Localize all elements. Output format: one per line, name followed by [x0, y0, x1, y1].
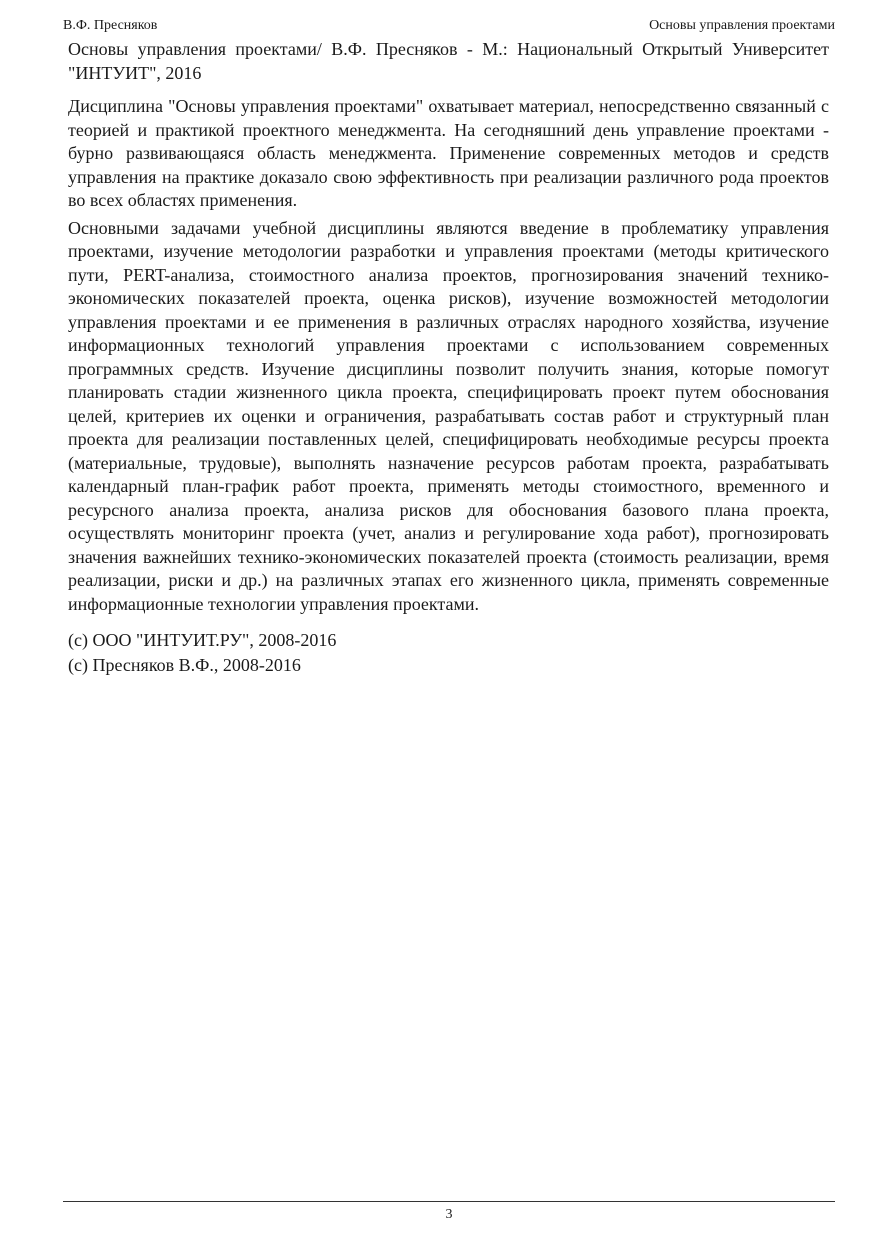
paragraph-objectives: Основными задачами учебной дисциплины являются введение в проблематику управления проектами, изучение методологии разработки и управления проектами (методы критического пути, PERT-анализа, стоимостного анализа проектов, прогнозирования значений технико-экономических показателей проекта, оценка рисков), изучение возможностей методологии управления проектами и ее применения в различных отраслях народного хозяйства, изучение информационных технологий управления проектами с использованием современных программных средств. Изучение дисциплины позволит получить знания, которые помогут планировать стадии жизненного цикла проекта, специфицировать проект путем обоснования целей, критериев их оценки и ограничения, разрабатывать состав работ и структурный план проекта для реализации поставленных целей, специфицировать необходимые ресурсы проекта (материальные, трудовые), выполнять назначение ресурсов работам проекта, разрабатывать календарный план-график работ проекта, применять методы стоимостного, временного и ресурсного анализа проекта, анализа рисков для обоснования базового плана проекта, осуществлять мониторинг проекта (учет, анализ и регулирование хода работ), прогнозировать значения важнейших технико-экономических показателей проекта (стоимость реализации, время реализации, риски и др.) на различных этапах его жизненного цикла, применять современные информационные технологии управления проектами.	[68, 217, 829, 614]
header-course-title: Основы управления проектами	[649, 18, 835, 33]
footer-divider	[63, 1201, 835, 1202]
copyright-intuit: (c) ООО "ИНТУИТ.РУ", 2008-2016	[68, 630, 337, 650]
copyright-author: (c) Пресняков В.Ф., 2008-2016	[68, 655, 301, 675]
page-content	[68, 38, 829, 678]
paragraph-description: Дисциплина "Основы управления проектами" охватывает материал, непосредственно связанный с теорией и практикой проектного менеджмента. На сегодняшний день управление проектами - бурно развивающаяся область менеджмента. Применение современных методов и средств управления на практике доказало свою эффективность при реализации различного рода проектов во всех областях применения.	[68, 96, 829, 210]
bibliographic-citation: Основы управления проектами/ В.Ф. Пресняков - М.: Национальный Открытый Университет "ИНТУИТ", 2016	[68, 39, 829, 83]
header-author: В.Ф. Пресняков	[63, 18, 158, 33]
running-header	[63, 16, 835, 36]
page-number: 3	[445, 1207, 453, 1222]
